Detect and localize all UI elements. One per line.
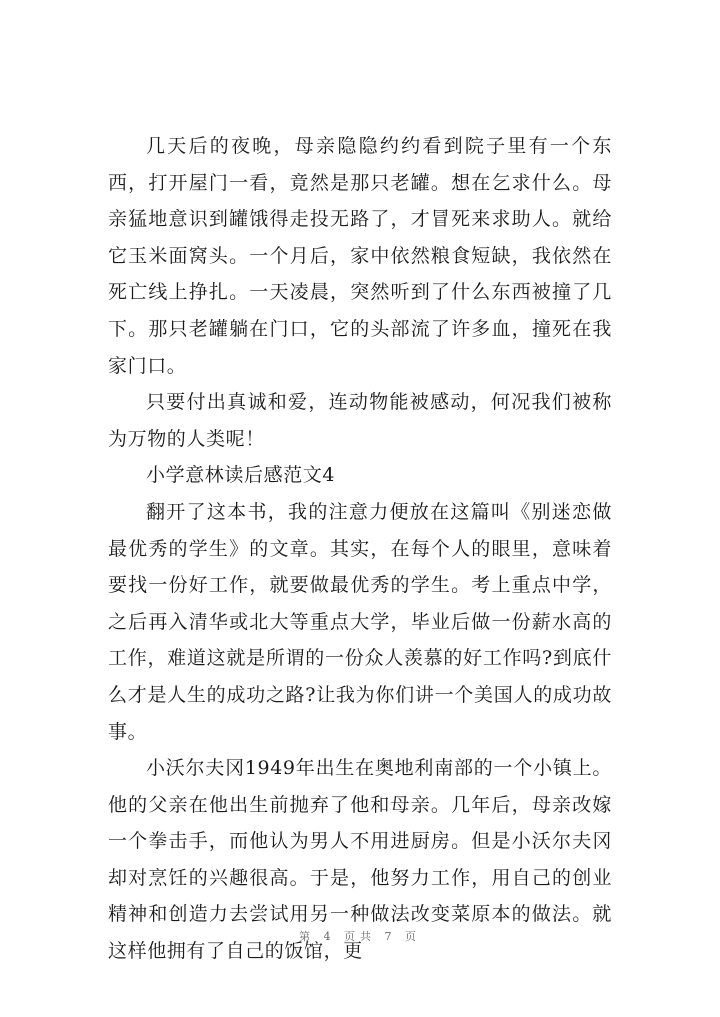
document-body <box>108 128 612 970</box>
footer-label-of: 页共 <box>344 930 376 943</box>
section-heading: 小学意林读后感范文4 <box>146 464 336 487</box>
footer-label-end: 页 <box>405 930 421 943</box>
footer-label-page: 第 <box>299 930 315 943</box>
footer-current-page: 4 <box>323 930 336 943</box>
footer-total-pages: 7 <box>384 930 397 943</box>
paragraph-2: 只要付出真诚和爱，连动物能被感动，何况我们被称为万物的人类呢！ <box>108 391 612 450</box>
paragraph-4: 小沃尔夫冈1949年出生在奥地利南部的一个小镇上。他的父亲在他出生前抛弃了他和母亲。几年后，母亲改嫁一个拳击手，而他认为男人不用进厨房。但是小沃尔夫冈却对烹饪的兴趣很高。于是，他努力工作，用自己的创业精神和创造力去尝试用另一种做法改变菜原本的做法。就这样他拥有了自己的饭馆，更 <box>108 757 612 963</box>
paragraph-1: 几天后的夜晚，母亲隐隐约约看到院子里有一个东西，打开屋门一看，竟然是那只老罐。想在乞求什么。母亲猛地意识到罐饿得走投无路了，才冒死来求助人。就给它玉米面窝头。一个月后，家中依然粮食短缺，我依然在死亡线上挣扎。一天凌晨，突然听到了什么东西被撞了几下。那只老罐躺在门口，它的头部流了许多血，撞死在我家门口。 <box>108 135 612 377</box>
page-footer <box>0 928 720 944</box>
paragraph-3: 翻开了这本书，我的注意力便放在这篇叫《别迷恋做最优秀的学生》的文章。其实，在每个人的眼里，意味着要找一份好工作，就要做最优秀的学生。考上重点中学，之后再入清华或北大等重点大学，毕业后做一份薪水高的工作，难道这就是所谓的一份众人羡慕的好工作吗?到底什么才是人生的成功之路?让我为你们讲一个美国人的成功故事。 <box>108 500 612 743</box>
